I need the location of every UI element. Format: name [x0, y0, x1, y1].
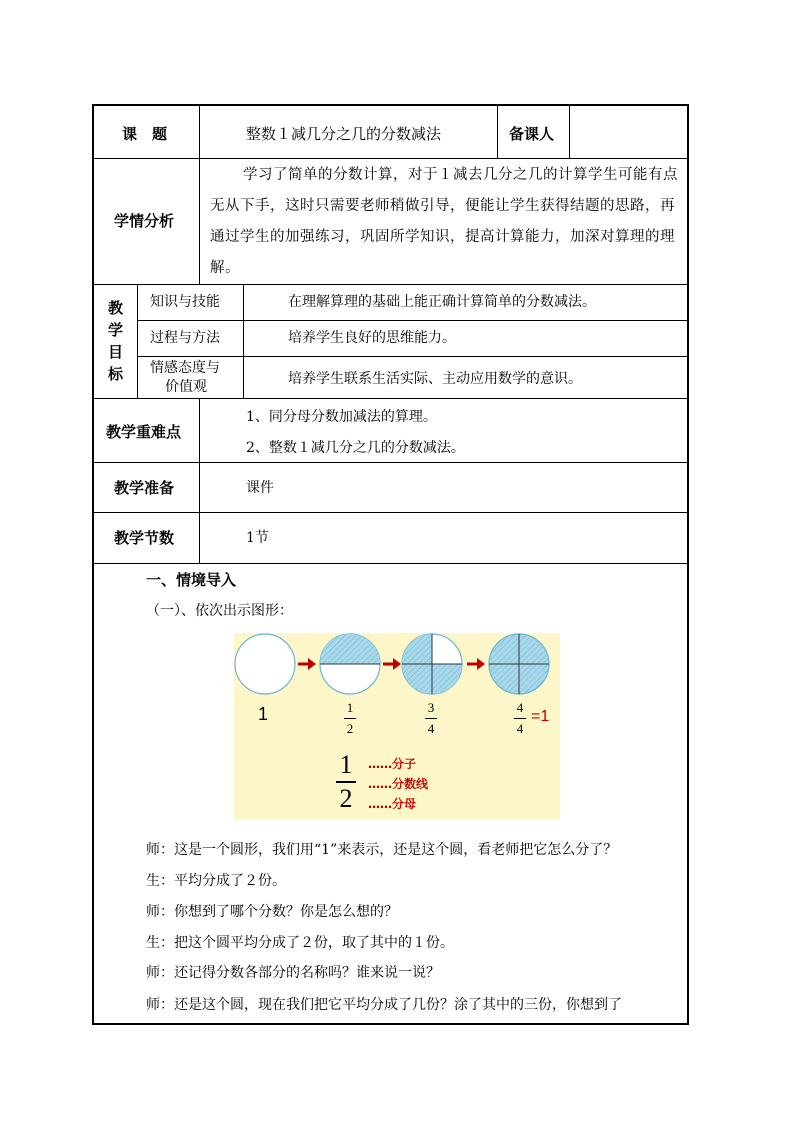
row-divider	[137, 356, 687, 357]
denominator: 4	[516, 721, 524, 736]
dialogue-line-2: 生：平均分成了２份。	[146, 873, 286, 889]
row-divider	[94, 462, 687, 463]
key-point-1: 1、同分母分数加减法的算理。	[246, 409, 437, 425]
col-divider	[199, 106, 200, 285]
col-divider	[243, 284, 244, 398]
goal-knowledge-label: 知识与技能	[150, 294, 220, 310]
numerator: 1	[346, 700, 354, 715]
fraction-half	[342, 700, 358, 737]
row-divider	[94, 563, 687, 564]
goals-label-1: 教	[108, 299, 124, 317]
col-divider	[137, 284, 138, 398]
fraction-three-quarters	[423, 700, 439, 737]
goals-label-2: 学	[108, 321, 124, 339]
dialogue-line-3: 师：你想到了哪个分数？你是怎么想的？	[146, 904, 398, 920]
row-divider	[94, 398, 687, 399]
key-points-label: 教学重难点	[106, 423, 182, 441]
denominator-name: ……分母	[368, 797, 417, 811]
goal-process-label: 过程与方法	[150, 330, 220, 346]
numerator: 3	[427, 700, 435, 715]
dialogue-line-6: 师：还是这个圆，现在我们把它平均分成了几份？涂了其中的三份，你想到了	[146, 997, 622, 1013]
analysis-text: 学习了简单的分数计算，对于１减去几分之几的计算学生可能有点无从下手，这时只需要老师稍做引导，便能让学生获得结题的思路，再通过学生的加强练习，巩固所学知识，提高计算能力，加深对算理的理解。	[210, 167, 678, 276]
dialogue-line-1: 师：这是一个圆形，我们用“1”来表示，还是这个圆，看老师把它怎么分了？	[146, 842, 618, 858]
big-numerator: 1	[339, 750, 353, 779]
goal-emotion-label-2: 价值观	[165, 379, 207, 395]
key-point-2: 2、整数１减几分之几的分数减法。	[246, 440, 465, 456]
fraction-line-name: ……分数线	[368, 777, 429, 791]
subsection-title: （一）、依次出示图形：	[146, 603, 293, 619]
fraction-figure	[234, 633, 560, 819]
goal-knowledge-text: 在理解算理的基础上能正确计算简单的分数减法。	[288, 294, 596, 310]
dialogue-line-4: 生：把这个圆平均分成了２份，取了其中的１份。	[146, 935, 454, 951]
row-divider	[94, 512, 687, 513]
row-divider	[94, 158, 687, 159]
half-circle	[320, 634, 380, 694]
col-divider	[497, 106, 498, 158]
dialogue-line-5: 师：还记得分数各部分的名称吗？谁来说一说？	[146, 965, 440, 981]
goals-label-3: 目	[108, 343, 124, 361]
analysis-label: 学情分析	[114, 212, 175, 230]
goal-emotion-label-1: 情感态度与	[150, 360, 220, 376]
col-divider	[199, 398, 200, 563]
section-title: 一、情境导入	[146, 571, 237, 589]
periods-value: 1节	[246, 530, 269, 546]
topic-label: 课 题	[122, 125, 168, 143]
whole-circle	[235, 634, 295, 694]
three-quarter-circle	[402, 634, 462, 694]
numerator: 4	[516, 700, 524, 715]
prep-label: 教学准备	[114, 479, 175, 497]
numerator-name: ……分子	[368, 757, 417, 771]
equals-one: =1	[531, 708, 550, 725]
big-denominator: 2	[339, 784, 353, 813]
fraction-four-quarters	[512, 700, 528, 737]
topic-value: 整数１减几分之几的分数减法	[246, 125, 442, 143]
row-divider	[137, 320, 687, 321]
periods-label: 教学节数	[114, 529, 175, 547]
preparer-label: 备课人	[509, 125, 555, 143]
row-divider	[94, 284, 687, 285]
big-fraction	[334, 751, 358, 813]
col-divider	[569, 106, 570, 158]
whole-label: 1	[258, 704, 269, 724]
denominator: 2	[346, 721, 354, 736]
full-circle	[489, 634, 549, 694]
goals-label-4: 标	[108, 365, 124, 383]
goal-process-text: 培养学生良好的思维能力。	[288, 330, 456, 346]
denominator: 4	[427, 721, 435, 736]
goal-emotion-text: 培养学生联系生活实际、主动应用数学的意识。	[288, 371, 582, 387]
prep-value: 课件	[246, 480, 274, 496]
